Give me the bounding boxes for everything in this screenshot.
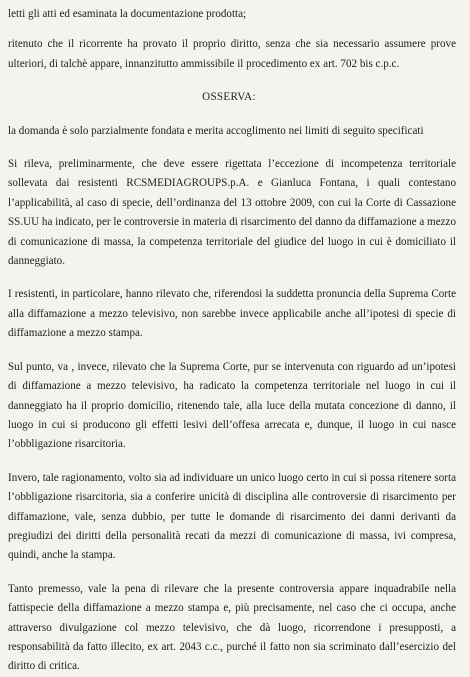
paragraph-sul-punto: Sul punto, va , invece, rilevato che la Suprema Corte, pur se intervenuta con riguardo ad un’ipotesi di diffamazione a mezzo televisivo, ha radicato la competenza territoriale nel luogo in cui il danneggiato ha il proprio domicilio, ritenendo tale, alla luce della mutata concezione di danno, il luogo in cui si producono gli effetti lesivi dell’offesa arrecata e, dunque, il luogo in cui nasce l’obbligazione risarcitoria. [8,360,456,451]
paragraph-domanda: la domanda è solo parzialmente fondata e merita accoglimento nei limiti di seguito specificati [8,124,424,137]
paragraph-atti: letti gli atti ed esaminata la documentazione prodotta; [8,8,247,20]
paragraph-competenza: Si rileva, preliminarmente, che deve essere rigettata l’eccezione di incompetenza territoriale sollevata dai resistenti RCSMEDIAGROUPS.p.A. e Gianluca Fontana, i quali contestano l’applicabilità, al caso di specie, dell’ordinanza del 13 ottobre 2009, con cui la Corte di Cassazione SS.UU ha indicato, per le controversie in materia di risarcimento del danno da diffamazione a mezzo di comunicazione di massa, la competenza territoriale del giudice del luogo in cui è domiciliato il danneggiato. [8,158,457,268]
paragraph-resistenti: I resistenti, in particolare, hanno rilevato che, riferendosi la suddetta pronuncia della Suprema Corte alla diffamazione a mezzo televisivo, non sarebbe invece applicabile anche all’ipotesi di specie di diffamazione a mezzo stampa. [8,288,456,340]
paragraph-tanto-premesso: Tanto premesso, vale la pena di rilevare che la presente controversia appare inquadrabile nella fattispecie della diffamazione a mezzo stampa e, più precisamente, nel caso che ci occupa, anche attraverso divulgazione col mezzo televisivo, che dà luogo, ricorrendone i presupposti, a responsabilità da fatto illecito, ex art. 2043 c.c., purché il fatto non sia scriminato dall’esercizio del diritto di critica. [8,582,456,673]
section-heading-osserva: OSSERVA: [202,91,256,104]
paragraph-ritenuto: ritenuto che il ricorrente ha provato il proprio diritto, senza che sia necessario assumere prove ulteriori, di talchè appare, innanzitutto ammissibile il procedimento ex art. 702 bis c.p.c. [8,38,456,70]
paragraph-invero: Invero, tale ragionamento, volto sia ad individuare un unico luogo certo in cui si possa ritenere sorta l’obbligazione risarcitoria, sia a conferire unicità di disciplina alle controversie di risarcimento per diffamazione, vale, senza dubbio, per tutte le domande di risarcimento dei danni derivanti da pregiudizi dei diritti della personalità recati da mezzi di comunicazione di massa, ivi compresa, quindi, anche la stampa. [8,471,456,562]
